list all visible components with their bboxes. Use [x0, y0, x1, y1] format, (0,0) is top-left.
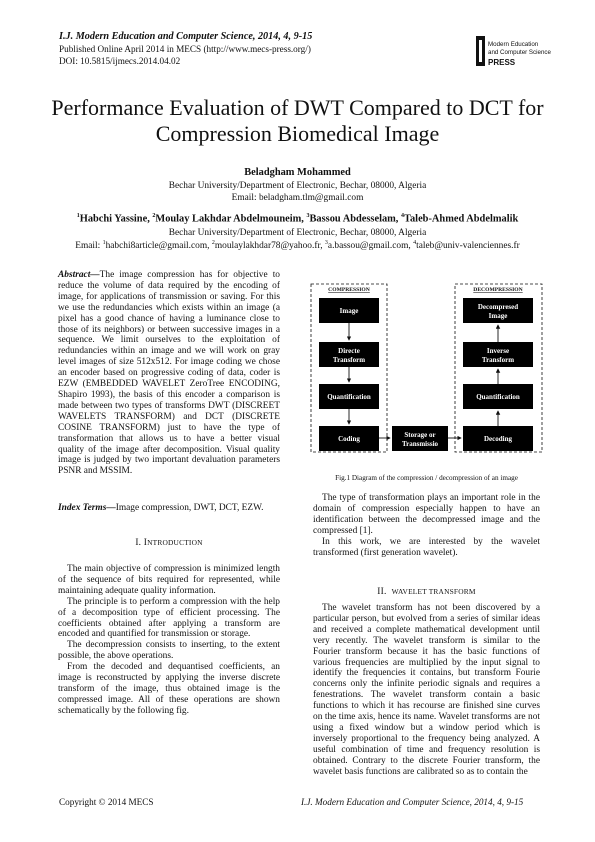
abstract [58, 270, 280, 477]
compression-label: COMPRESSION [328, 287, 370, 293]
paragraph: The main objective of compression is minimized length of the sequence of bits required for represented, while maintaining adequate quality information. [58, 564, 280, 596]
abstract-text: The image compression has for objective to reduce the volume of data required by the encoding of image, for applications of transmission or saving. For this we use the redundancies which exists within an image (a pixel has a good chance of having a luminance close to those of its neighbors) or between successive images in a sequence. We limit ourselves to the exploitation of redundancies within an image and we will work on gray level images of size 512x512. For image coding we chose an encoder based on progressive coding of data, coder is EZW (EMBEDDED WAVELET ZeroTree ENCODING, Shapiro 1993), the basis of this encoder a comparison is made between two types of transforms DWT (DISCREET WAVELETS TRANSFORM) and DCT (DISCRETE COSINE TRANSFORM) just to have the type of transformation that allows us to have a better visual quality of the image after decomposition. Visual quality image is judged by two important devaluation parameters PSNR and MSSIM. [58, 270, 280, 477]
block-storage-label-2: Transmissio [401, 440, 439, 448]
email-address: taleb@univ-valenciennes.fr [416, 241, 520, 252]
email-index: 4 [413, 240, 417, 246]
block-coding-label: Coding [338, 435, 360, 443]
author-group-names [0, 213, 595, 224]
block-decoding-label: Decoding [484, 435, 512, 443]
section-numeral: I. [135, 538, 142, 548]
author-group-emails [0, 240, 595, 251]
paragraph: From the decoded and dequantised coefficients, an image is reconstructed by applying the inverse discrete transform of the image, thus obtained image is the compressed image. All of these operations are shown schematically by the following fig. [58, 662, 280, 716]
paragraph: The wavelet transform has not been discovered by a particular person, but evolved from a series of similar ideas and received a complete mathematical development until very recently. The wavelet transform is similar to the Fourier transform because it has the basic functions of various frequencies are multiplied by the input signal to identify the frequencies it contains, but transform Fourie concerns only the infinite periodic signals and requires a fenestrations. The wavelet transform contain a basic functions to which it has recourse are finished sine curves on the time axis, hence its name. Wavelet transforms are not using a fixed window but a window period which is inversely proportional to the frequency being analyzed. A useful combination of time and frequency resolution is obtained. Contrary to the discrete Fourier transform, the wavelet basis functions are calibrated so as to contain the [313, 603, 540, 777]
block-inverse-transform-label-1: Inverse [486, 347, 510, 355]
footer-journal: I.J. Modern Education and Computer Science, 2014, 4, 9-15 [301, 797, 524, 807]
author-index: 1 [76, 213, 80, 219]
paper-title: Performance Evaluation of DWT Compared to DCT for Compression Biomedical Image [51, 95, 544, 146]
index-terms-label: Index Terms— [58, 503, 116, 513]
figure-caption: Fig.1 Diagram of the compression / decompression of an image [335, 474, 518, 482]
paragraph: The decompression consists to inserting, to the extent possible, the above operations. [58, 640, 280, 662]
block-image-label: Image [339, 307, 359, 315]
author-name: Taleb-Ahmed Abdelmalik [404, 213, 519, 225]
footer-copyright: Copyright © 2014 MECS [59, 797, 154, 807]
decompression-label: DECOMPRESSION [473, 287, 523, 293]
compression-diagram [308, 281, 545, 456]
block-decompressed-image-label-2: Image [488, 312, 508, 320]
block-quantification-left-label: Quantification [327, 393, 371, 401]
author-group-affiliation: Bechar University/Department of Electronic, Bechar, 08000, Algeria [168, 228, 427, 238]
block-decompressed-image-label-1: Decompresed [477, 303, 519, 311]
block-direct-transform-label-1: Directe [338, 347, 360, 355]
author-index: 2 [152, 213, 156, 219]
section-heading-introduction [58, 538, 280, 548]
journal-header: I.J. Modern Education and Computer Science, 2014, 4, 9-15 [59, 31, 313, 42]
author-index: 3 [306, 213, 310, 219]
paragraph: The type of transformation plays an important role in the domain of compression especially happen to have an identification between the decompressed image and the compressed [1]. [313, 493, 540, 536]
block-quantification-right-label: Quantification [476, 393, 520, 401]
author-name: Habchi Yassine, [79, 213, 153, 225]
right-column-intro [313, 493, 540, 558]
author-name: Bassou Abdesselam, [309, 213, 402, 225]
email-label: Email: [75, 241, 103, 252]
author-primary-affiliation: Bechar University/Department of Electronic, Bechar, 08000, Algeria [168, 181, 427, 191]
email-index: 1 [102, 240, 106, 246]
section-numeral: II. [377, 587, 387, 597]
wavelet-body [313, 603, 540, 778]
email-index: 2 [211, 240, 215, 246]
paragraph: In this work, we are interested by the wavelet transformed (first generation wavelet). [313, 536, 540, 558]
paragraph: The principle is to perform a compression with the help of a decomposition type of efficient processing. The coefficients obtained after applying a transform are encoded and quantified for transmission or storage. [58, 596, 280, 640]
index-terms [58, 503, 280, 514]
abstract-label: Abstract— [58, 270, 100, 280]
logo-bar-inner [479, 40, 482, 62]
block-direct-transform-label-2: Transform [332, 356, 366, 364]
logo-mark: PRESS [488, 58, 516, 67]
author-name: Moulay Lakhdar Abdelmouneim, [155, 213, 307, 225]
section-heading-wavelet [313, 587, 540, 597]
index-terms-text: Image compression, DWT, DCT, EZW. [115, 503, 264, 513]
section-heading-text: WAVELET TRANSFORM [391, 587, 476, 596]
logo-line-2: and Computer Science [488, 49, 551, 56]
doi-line: DOI: 10.5815/ijmecs.2014.04.02 [59, 56, 181, 66]
email-address: a.bassou@gmail.com, [327, 241, 414, 252]
email-index: 3 [324, 240, 328, 246]
author-index: 4 [401, 213, 405, 219]
author-primary-email: Email: beladgham.tlm@gmail.com [231, 193, 364, 203]
email-address: moulaylakhdar78@yahoo.fr, [214, 241, 325, 252]
logo-line-1: Modern Education [488, 41, 539, 48]
section-heading-initial: I [143, 538, 148, 548]
introduction-body [58, 564, 280, 717]
publication-note: Published Online April 2014 in MECS (http://www.mecs-press.org/) [59, 44, 311, 54]
section-heading-text: NTRODUCTION [147, 538, 203, 547]
email-address: habchi8article@gmail.com, [105, 241, 212, 252]
mecs-logo [476, 34, 551, 70]
author-primary-name: Beladgham Mohammed [244, 167, 351, 178]
block-storage-label-1: Storage or [404, 431, 436, 439]
block-inverse-transform-label-2: Transform [481, 356, 515, 364]
